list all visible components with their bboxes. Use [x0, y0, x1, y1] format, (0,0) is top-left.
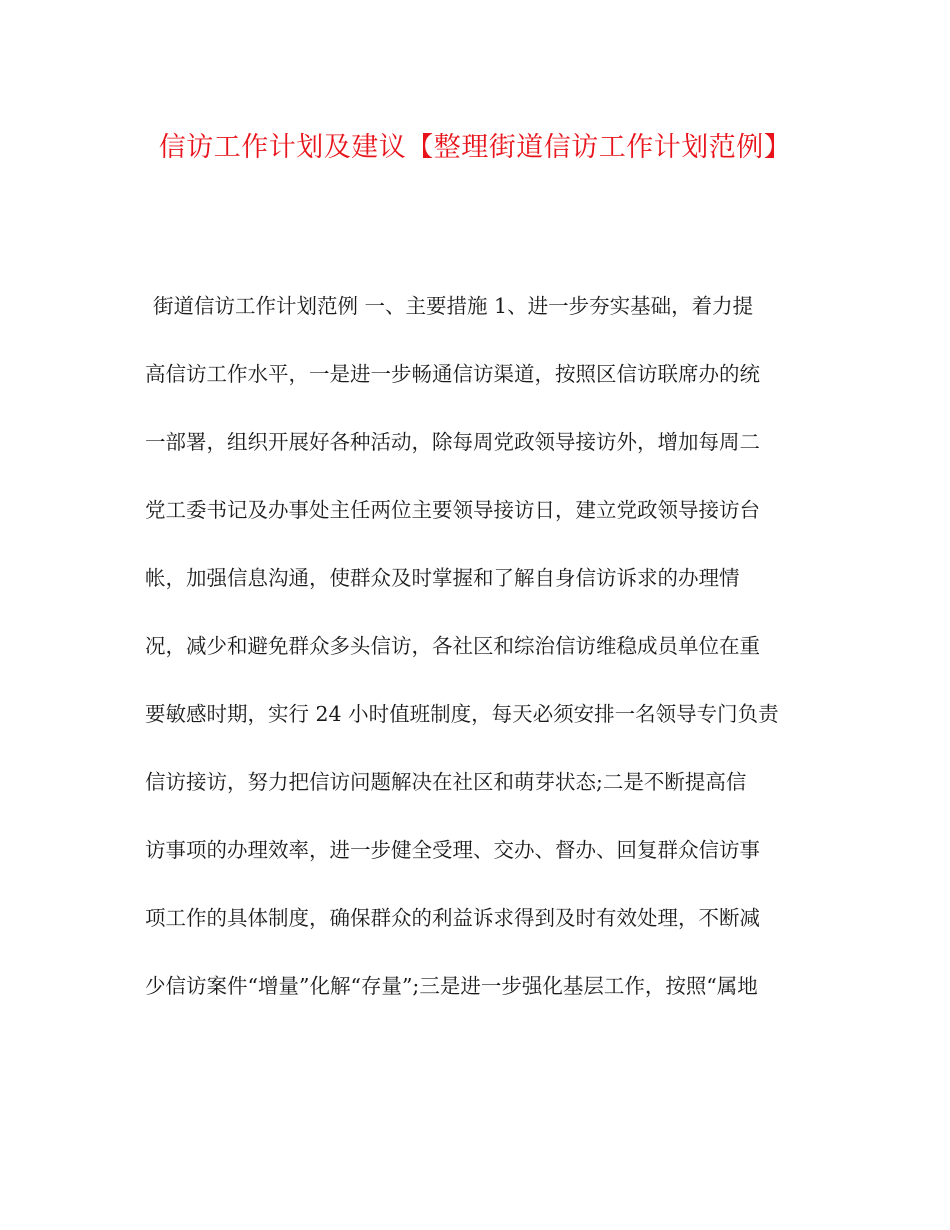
- body-line: 高信访工作水平，一是进一步畅通信访渠道，按照区信访联席办的统: [145, 362, 760, 386]
- body-line: 帐，加强信息沟通，使群众及时掌握和了解自身信访诉求的办理情: [145, 566, 740, 590]
- document-title: 信访工作计划及建议【整理街道信访工作计划范例】: [158, 132, 792, 163]
- body-line: 况，减少和避免群众多头信访，各社区和综治信访维稳成员单位在重: [145, 634, 760, 658]
- body-line: 党工委书记及办事处主任两位主要领导接访日，建立党政领导接访台: [145, 498, 760, 522]
- body-line: 街道信访工作计划范例 一、主要措施 1、进一步夯实基础，着力提: [153, 294, 754, 318]
- body-line: 要敏感时期，实行 24 小时值班制度，每天必须安排一名领导专门负责: [145, 702, 779, 726]
- body-line: 信访接访，努力把信访问题解决在社区和萌芽状态;二是不断提高信: [145, 770, 747, 794]
- body-line: 项工作的具体制度，确保群众的利益诉求得到及时有效处理，不断减: [145, 906, 760, 930]
- body-line: 少信访案件“增量”化解“存量”;三是进一步强化基层工作，按照“属地: [145, 974, 758, 998]
- body-line: 访事项的办理效率，进一步健全受理、交办、督办、回复群众信访事: [145, 838, 760, 862]
- body-line: 一部署，组织开展好各种活动，除每周党政领导接访外，增加每周二: [145, 430, 760, 454]
